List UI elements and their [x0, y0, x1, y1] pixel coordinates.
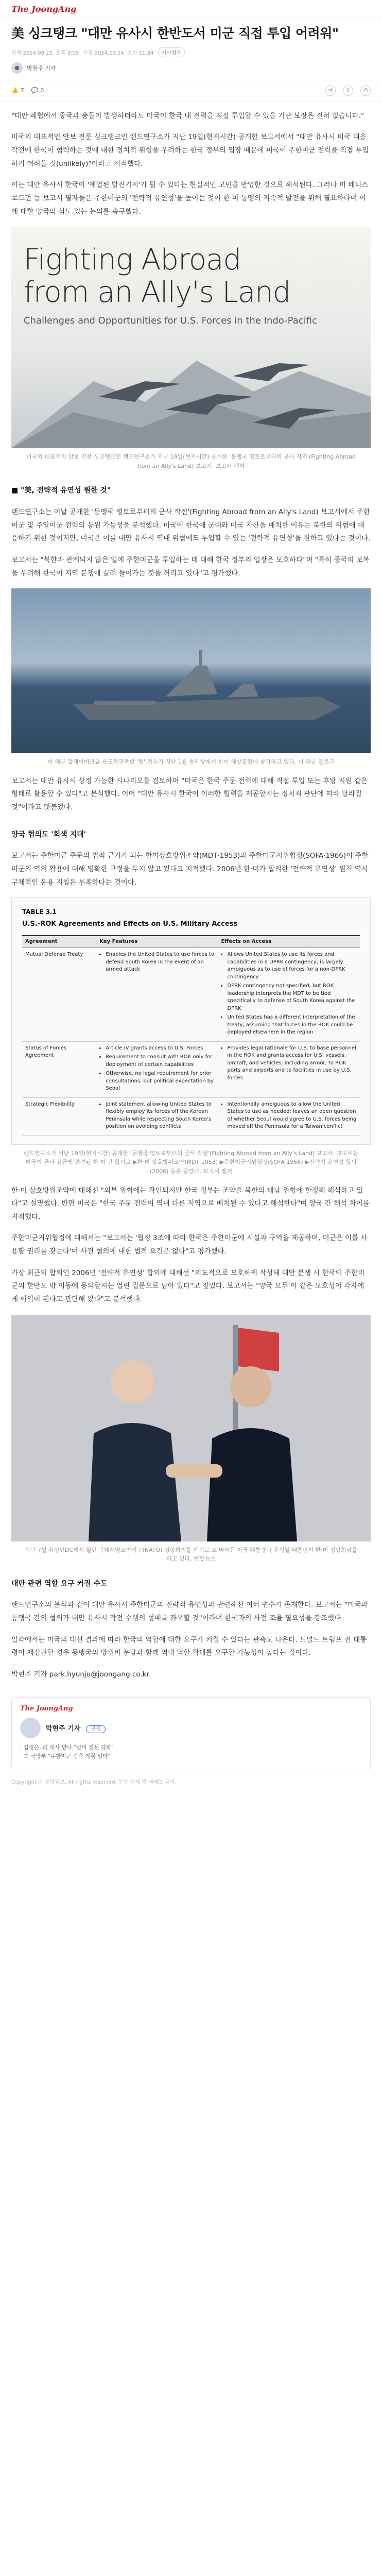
report-cover-image: [11, 227, 371, 448]
masthead: [0, 0, 382, 18]
article-toolbar: [0, 80, 382, 101]
list-item: • Allows United States to use its forces and capabilities in a DPRK contingency; is largely ambiguous as to use of forces for a non-DPRK contingency: [227, 951, 357, 981]
table-cell: [96, 1097, 218, 1136]
column-header: Agreement: [22, 936, 96, 948]
column-header: Effects on Access: [218, 936, 360, 948]
article-header: [0, 18, 382, 80]
summit-photo: [11, 1315, 371, 1541]
paragraph: 일각에서는 미국의 대선 결과에 따라 한국의 역할에 대한 요구가 커질 수 있다는 관측도 나온다. 도널드 트럼프 전 대통령이 재집권할 경우 동맹국의 방위비 분담과 함께 역내 역할 확대를 요구할 가능성이 높다는 것이다.: [11, 1635, 367, 1657]
table-cell: Status of Forces Agreement: [22, 1041, 96, 1097]
table-header-row: [22, 936, 360, 948]
author-avatar[interactable]: ●: [11, 62, 23, 74]
article-body: [0, 110, 382, 1682]
paragraph: 보고서는 "북한과 관계되지 않은 일에 주한미군을 투입하는 데 대해 한국 정부의 입장은 모호하다"며 "특히 중국의 보복을 우려해 한국이 지역 분쟁에 끌려 들어가는 것을 꺼리고 있다"고 평가했다.: [11, 555, 370, 578]
list-item: • United States has a different interpretation of the treaty, assuming that forces in the ROK could be deployed elsewhere in the region: [227, 1014, 357, 1037]
table-row: [22, 1041, 360, 1097]
subscribe-button[interactable]: 구독: [86, 1725, 105, 1733]
list-item: • Intentionally ambiguous to allow the United States to use as needed; leaves an open question of whether Seoul would agree to U.S. forces being moved off the Peninsula for a Taiwan conflict: [227, 1101, 357, 1131]
table-cell: Strategic Flexibility: [22, 1097, 96, 1136]
font-size-button[interactable]: 가: [325, 86, 336, 96]
press-logo[interactable]: The JoongAng: [20, 1704, 73, 1713]
cover-title-line: from an Ally's Land: [24, 275, 291, 309]
image-caption: 랜드연구소가 지난 19일(현지시간) 공개한 '동맹국 영토로부터의 군사 작전'(Fighting Abroad from an Ally's Land) 보고서. 보고서는 미국의 군사 접근에 관련된 한·미 간 합의로 ▶한·미 상호방위조약(MDT·1953) ▶주한미군지위협정(SOFA·1966) ▶전략적 유연성 합의(2006) 등을 꼽았다. 보고서 캡처: [23, 1149, 359, 1175]
list-item: • Requirement to consult with ROK only for deployment of certain capabilities: [106, 1054, 215, 1069]
paragraph: "대만 해협에서 중국과 충돌이 발생하더라도 미국이 한국 내 전력을 직접 투입할 수 있을 거란 보장은 전혀 없습니다.": [11, 111, 364, 120]
comment-icon: 💬: [31, 87, 39, 94]
paragraph: 한·미 상호방위조약에 대해선 "외부 위협에는 확인되지만 한국 정부는 조약을 북한의 대남 위협에 한정해 해석하고 있다"고 설명했다. 반면 미국은 "한국 주둔 전력이 역내 다른 지역으로 배치될 수 있다고 해석한다"며 양국 간 해석 차이를 지적했다.: [11, 1186, 370, 1221]
table-row: [22, 1097, 360, 1136]
list-item: • Otherwise, no legal requirement for prior consultations, but political expectation by Seoul: [106, 1070, 215, 1093]
agreements-table-image: [11, 897, 371, 1144]
reaction-button[interactable]: [11, 87, 24, 94]
list-item: • Joint statement allowing United States to flexibly employ its forces off the Korean Peninsula while respecting South Korea's position on avoiding conflicts: [106, 1101, 215, 1131]
related-article-link[interactable]: · 김정은, 러 대사 만나 "반미 전선 강화": [20, 1744, 114, 1751]
comment-count: 0: [40, 87, 44, 94]
original-article-link[interactable]: 기사원문: [158, 47, 185, 57]
list-item: • DPRK contingency not specified, but ROK leadership interprets the MDT to be tied specifically to defense of South Korea against the DPRK: [227, 982, 357, 1012]
cover-title-line: Fighting Abroad: [24, 243, 241, 277]
paragraph: 가장 최근의 합의인 2006년 '전략적 유연성' 합의에 대해선 "의도적으로 모호하게 작성돼 대만 분쟁 시 한국이 주한미군의 한반도 밖 이동에 동의할지는 열린 질문으로 남아 있다"고 짚었다. 보고서는 "양국 모두 이 같은 모호성이 각자에게 이익이 된다고 판단해 왔다"고 분석했다.: [11, 1268, 365, 1303]
reporter-name[interactable]: 박현주 기자: [46, 1725, 81, 1733]
fighter-jets-illustration: [11, 227, 371, 448]
table-row: [22, 948, 360, 1042]
reporter-card: [11, 1697, 371, 1770]
paragraph: 주한미군지위협정에 대해서는 "보고서는 '협정 3조에 따라 한국은 주한미군에 시설과 구역을 제공하며, 미군은 이를 사용할 권리를 갖는다'며 사전 협의에 대한 법적 요건은 없다"고 평가했다.: [11, 1234, 368, 1256]
table-cell: Mutual Defense Treaty: [22, 948, 96, 1042]
table-cell: [218, 1041, 360, 1097]
share-button[interactable]: ⇪: [343, 86, 353, 96]
paragraph: 이는 대만 유사시 한국이 '예열된 발진기지'가 될 수 있다는 현실적인 고민을 반영한 것으로 해석된다. 그러나 미 데니스 로드먼 등 보고서 필자들은 주한미군의 '전략적 유연성'을 높이는 것이 한·미 동맹의 지속적 발전을 위해 필요하다며 이에 대한 양국의 심도 있는 논의를 촉구했다.: [11, 181, 369, 216]
published-date: 입력 2024.09.22. 오후 3:09: [11, 50, 79, 56]
table-title: U.S.-ROK Agreements and Effects on U.S. Military Access: [22, 920, 238, 928]
cover-subtitle: Challenges and Opportunities for U.S. Forces in the Indo-Pacific: [24, 315, 317, 327]
table-cell: [218, 948, 360, 1042]
paragraph: 보고서는 대만 유사시 상정 가능한 시나리오를 검토하며 "미국은 한국 주둔 전력에 대해 직접 투입 또는 후방 지원 같은 형태로 활용할 수 있다"고 분석했다. 이어 "대만 유사시 한국이 이러한 협력을 제공할지는 정치적 판단에 따라 달라질 것"이라고 덧붙였다.: [11, 776, 368, 812]
reporter-row: [20, 1718, 362, 1738]
section-heading: ■ "美, 전략적 유연성 원한 것": [11, 486, 111, 495]
agreements-table: [22, 935, 360, 1136]
image-caption: 지난 7월 워싱턴DC에서 열린 북대서양조약기구(NATO) 정상회의를 계기로 조 바이든 미국 대통령과 윤석열 대통령이 한·미 정상회담을 하고 있다. 연합뉴스: [25, 1546, 357, 1563]
copyright: Copyright ⓒ 중앙일보. All rights reserved. 무단 전재 및 재배포 금지.: [11, 1780, 177, 1786]
updated-date: 수정 2024.09.24. 오전 11:34: [83, 50, 154, 56]
warship-illustration: [11, 588, 371, 753]
related-article-link[interactable]: · 美 국방부 "주한미군 감축 계획 없다": [20, 1753, 111, 1760]
table-cell: [96, 1041, 218, 1097]
paragraph: 랜드연구소는 이날 공개한 '동맹국 영토로부터의 군사 작전'(Fighting Abroad from an Ally's Land) 보고서에서 주한미군 및 주일미군 전력의 동원 가능성을 분석했다. 미국이 한국에 군대와 미국 자산을 배치한 이유는 북한의 위협에 대응하기 위한 것이지만, 미국은 이를 대만 유사시 역내 위협에도 투입할 수 있는 '전략적 유연성'을 원하고 있다는 것이다.: [11, 508, 371, 543]
author-line: [11, 62, 371, 74]
section-heading: 양국 협의도 '회색 지대': [11, 830, 86, 839]
reporter-articles: [20, 1743, 362, 1762]
reporter-avatar[interactable]: [20, 1718, 41, 1738]
image-caption: 미국의 대표적인 안보 전문 싱크탱크인 랜드연구소가 지난 19일(현지시간) 공개한 '동맹국 영토로부터의 군사 작전'(Fighting Abroad from an Ally's Land) 보고서. 보고서 캡처: [26, 453, 356, 469]
author-name[interactable]: 박현주 기자: [27, 64, 56, 72]
article-meta: [11, 47, 371, 57]
destroyer-photo: [11, 588, 371, 753]
table-number: TABLE 3.1: [22, 908, 57, 916]
table-cell: [96, 948, 218, 1042]
list-item: • Provides legal rationale for U.S. to base personnel in the ROK and grants access for U.S. vessels, aircraft, and vehicles, including armor, to ROK ports and airports and to facilities in use by U.S. forces: [227, 1045, 357, 1082]
press-logo[interactable]: The JoongAng: [11, 4, 77, 14]
list-item: • Enables the United States to use forces to defend South Korea in the event of an armed attack: [106, 951, 215, 974]
paragraph: 미국의 대표적인 안보 전문 싱크탱크인 랜드연구소가 지난 19일(현지시간) 공개한 보고서에서 "대만 유사시 미국 대응 작전에 한국이 협력하는 것에 대한 정치적 위험을 우려하는 한국 정부의 입장 때문에 미국이 주한미군 전력을 직접 투입하기 어려울 것(unlikely)"이라고 지적했다.: [11, 133, 369, 168]
print-icon[interactable]: ⎙: [360, 86, 371, 96]
paragraph: 랜드연구소의 분석과 같이 대만 유사시 주한미군의 전략적 유연성과 관련해선 여러 변수가 존재한다. 보고서는 "미국과 동맹국 간의 협의가 대만 유사시 작전 수행의 성패를 좌우할 것"이라며 한국과의 사전 조율 필요성을 강조했다.: [11, 1601, 368, 1623]
reaction-count: 7: [20, 87, 24, 94]
comment-button[interactable]: [31, 87, 44, 94]
column-header: Key Features: [96, 936, 218, 948]
section-heading: 대만 관련 역할 요구 커질 수도: [11, 1579, 108, 1588]
list-item: • Article IV grants access to U.S. Forces: [106, 1045, 215, 1053]
article-title: 美 싱크탱크 "대만 유사시 한반도서 미군 직접 투입 어려워": [11, 26, 339, 41]
table-cell: [218, 1097, 360, 1136]
image-caption: 미 해군 알레이버크급 유도탄구축함 '램' 전투기 지난 1월 동해상에서 한미 해상훈련에 참가하고 있다. 미 해군 블로그: [47, 758, 335, 766]
thumb-icon: 👍: [11, 87, 19, 94]
paragraph: 보고서는 주한미군 주둔의 법적 근거가 되는 한미상호방위조약(MDT·1953)과 주한미군지위협정(SOFA·1966)이 주한미군의 역외 활용에 대해 명확한 규정을 두지 않고 있다고 지적했다. 2006년 한·미가 합의한 '전략적 유연성' 원칙 역시 구체적인 운용 지침은 부족하다는 것이다.: [11, 852, 369, 887]
byline: 박현주 기자 park.hyunju@joongang.co.kr: [11, 1670, 149, 1679]
handshake-illustration: [11, 1315, 371, 1541]
